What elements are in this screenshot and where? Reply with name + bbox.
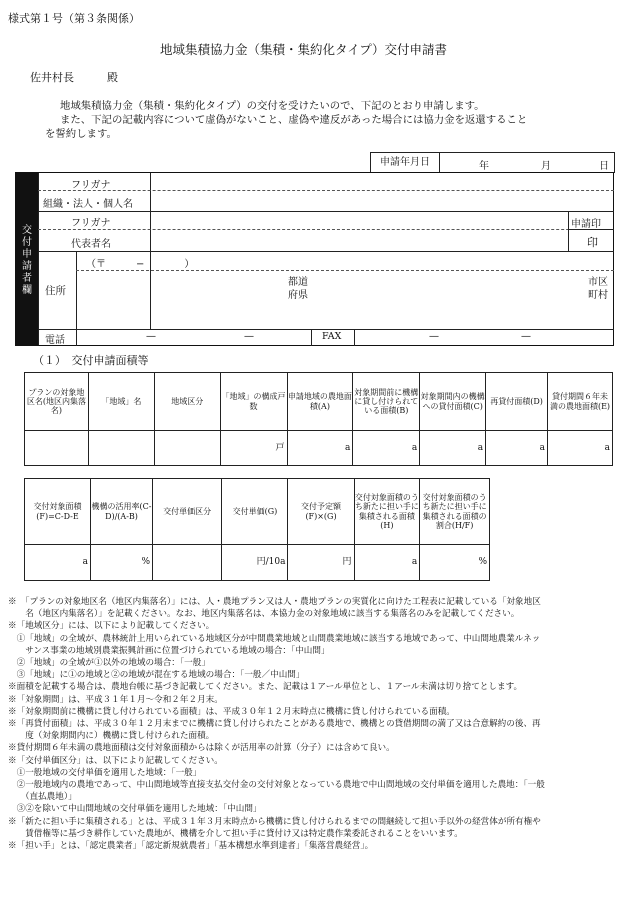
seal-mark[interactable]: 印 bbox=[587, 236, 598, 249]
subsidy-table-input-row bbox=[25, 545, 490, 581]
addressee: 佐井村長 殿 bbox=[30, 71, 118, 84]
phone-label: 電話 bbox=[45, 335, 65, 346]
date-label: 申請年月日 bbox=[371, 153, 440, 173]
table1-header-0: プランの対象地区名(地区内集落名) bbox=[25, 373, 89, 431]
note-line: ※貸付期間６年未満の農地面積は交付対象面積からは除くが活用率の計算（分子）には含めて良い。 bbox=[8, 743, 395, 754]
note-line: 度（対象期間内に）機構に貸し付けられた面積。 bbox=[8, 731, 215, 742]
table1-header-8: 貸付期間６年未満の農地面積(E) bbox=[548, 373, 613, 431]
date-month[interactable]: 月 bbox=[541, 161, 551, 172]
table1-cell-8[interactable]: a bbox=[548, 431, 613, 466]
seal-header: 申請印 bbox=[571, 219, 601, 230]
note-line: ①一般地域の交付単価を適用した地域：「一般」 bbox=[8, 767, 202, 778]
table1-header-2: 地域区分 bbox=[154, 373, 220, 431]
table1-header-5: 対象期間前に機構に貸し付けられている面積(B) bbox=[353, 373, 420, 431]
date-row bbox=[370, 152, 615, 173]
applicant-section bbox=[15, 172, 614, 346]
table2-cell-3[interactable]: 円/10a bbox=[222, 545, 288, 581]
note-line: 賃借権等に基づき耕作していた農地が、機構を介して担い手に貸付け又は特定農作業委託されることをいいます。 bbox=[8, 828, 463, 839]
page-title: 地域集積協力金（集積・集約化タイプ）交付申請書 bbox=[160, 42, 448, 57]
fax-label: FAX bbox=[322, 331, 342, 342]
note-line: ③「地域」に①の地域と②の地域が混在する地域の場合：「一般／中山間」 bbox=[8, 670, 305, 681]
note-line: ※「新たに担い手に集積される」とは、平成３１年３月末時点から機構に貸し付けられるまでの間継続して担い手以外の経営体が所有権や bbox=[8, 816, 541, 827]
table1-header-3: 「地域」の構成戸数 bbox=[220, 373, 287, 431]
furigana-label: フリガナ bbox=[71, 180, 111, 191]
table1-cell-7[interactable]: a bbox=[486, 431, 548, 466]
postal-code-field[interactable]: （〒 − ） bbox=[86, 259, 195, 270]
phone-dash-2: — bbox=[244, 331, 254, 342]
note-line: ※ 「プランの対象地区名（地区内集落名）」には、人・農地プラン又は人・農地プランの実質化に向けた工程表に記載している「対象地区 bbox=[8, 597, 541, 607]
rep-name-field[interactable] bbox=[152, 231, 564, 249]
org-name-label: 組織・法人・個人名 bbox=[43, 199, 133, 210]
note-line: ※「地域区分」には、以下により記載してください。 bbox=[8, 621, 215, 632]
city-label-b: 町村 bbox=[588, 290, 608, 301]
area-table-header-row bbox=[25, 373, 613, 431]
table1-cell-6[interactable]: a bbox=[420, 431, 486, 466]
org-name-field[interactable] bbox=[152, 192, 564, 210]
note-line: ※「対象期間」は、平成３１年１月～令和２年２月末。 bbox=[8, 694, 223, 705]
table2-header-4: 交付予定額(F)×(G) bbox=[288, 479, 354, 545]
rep-name-label: 代表者名 bbox=[71, 239, 111, 250]
table2-header-1: 機構の活用率(C-D)/(A-B) bbox=[91, 479, 153, 545]
table1-header-7: 再貸付面積(D) bbox=[486, 373, 548, 431]
table2-header-3: 交付単価(G) bbox=[222, 479, 288, 545]
intro-line-1: 地域集積協力金（集積・集約化タイプ）の交付を受けたいので、下記のとおり申請します。 bbox=[60, 100, 485, 112]
note-line: ※「交付単価区分」は、以下により記載してください。 bbox=[8, 755, 223, 766]
table1-header-6: 対象期間内の機構への貸付面積(C) bbox=[420, 373, 486, 431]
table1-cell-2[interactable] bbox=[154, 431, 220, 466]
applicant-side-bar bbox=[16, 173, 38, 345]
table2-header-6: 交付対象面積のうち新たに担い手に集積される面積の割合(H/F) bbox=[420, 479, 490, 545]
note-line: ②「地域」の全域が①以外の地域の場合：「一般」 bbox=[8, 658, 210, 669]
table1-cell-0[interactable] bbox=[25, 431, 89, 466]
table2-header-0: 交付対象面積(F)=C-D-E bbox=[25, 479, 91, 545]
subsidy-table bbox=[24, 478, 490, 581]
note-line: ※「対象期間前に機構に貸し付けられている面積」は、平成３０年１２月末時点に機構に貸し付けられている面積。 bbox=[8, 706, 455, 717]
note-line: ※「担い手」とは、「認定農業者」「認定新規就農者」「基本構想水準到達者」「集落営農経営」。 bbox=[8, 841, 374, 852]
table1-header-1: 「地域」名 bbox=[88, 373, 154, 431]
fax-dash-1: — bbox=[429, 331, 439, 342]
city-label-a: 市区 bbox=[588, 277, 608, 288]
table1-header-4: 申請地域の農地面積(A) bbox=[287, 373, 353, 431]
intro-line-3: を誓約します。 bbox=[45, 128, 117, 140]
area-table bbox=[24, 372, 613, 466]
table2-cell-5[interactable]: a bbox=[354, 545, 420, 581]
form-number: 様式第１号（第３条関係） bbox=[8, 12, 140, 25]
table2-header-5: 交付対象面積のうち新たに担い手に集積される面積(H) bbox=[354, 479, 420, 545]
table1-cell-5[interactable]: a bbox=[353, 431, 420, 466]
date-year[interactable]: 年 bbox=[479, 161, 489, 172]
intro-line-2: また、下記の記載内容について虚偽がないこと、虚偽や違反があった場合には協力金を返還すること bbox=[60, 114, 528, 126]
phone-dash-1: — bbox=[146, 331, 156, 342]
table2-cell-2[interactable] bbox=[153, 545, 222, 581]
area-table-input-row bbox=[25, 431, 613, 466]
table2-cell-0[interactable]: a bbox=[25, 545, 91, 581]
address-field[interactable] bbox=[78, 301, 612, 327]
table1-cell-1[interactable] bbox=[88, 431, 154, 466]
address-label: 住所 bbox=[45, 285, 66, 297]
table2-cell-1[interactable]: % bbox=[91, 545, 153, 581]
note-line: ※面積を記載する場合は、農地台帳に基づき記載してください。また、記載は１アール単位とし、１アール未満は切り捨てとします。 bbox=[8, 682, 523, 693]
note-line: 名（地区内集落名）」を記載ください。なお、地区内集落名は、本協力金の対象地域に該当する集落名のみを記載してください。 bbox=[8, 609, 520, 620]
fax-dash-2: — bbox=[521, 331, 531, 342]
note-line: ※「再貸付面積」は、平成３０年１２月末までに機構に貸し付けられたことがある農地で、機構との貸借期間の満了又は合意解約の後、再 bbox=[8, 719, 541, 730]
table2-header-2: 交付単価区分 bbox=[153, 479, 222, 545]
note-line: サンス事業の地域別農業振興計画に位置づけられている地域の場合：「中山間」 bbox=[8, 645, 330, 656]
note-line: ①「地域」の全域が、農林統計上用いられている地域区分が中間農業地域と山間農業地域に該当する地域であって、中山間地農業ルネッ bbox=[8, 633, 541, 644]
applicant-side-label: 交付申請者欄 bbox=[22, 225, 32, 296]
notes-block bbox=[8, 596, 624, 852]
date-day[interactable]: 日 bbox=[599, 161, 609, 172]
table1-cell-4[interactable]: a bbox=[287, 431, 353, 466]
note-line: ②一般地域内の農地であって、中山間地域等直接支払交付金の交付対象となっている農地で中山間地域の交付単価を適用した農地：「一般 bbox=[8, 780, 545, 791]
table1-cell-3[interactable]: 戸 bbox=[220, 431, 287, 466]
table2-cell-4[interactable]: 円 bbox=[288, 545, 354, 581]
section-1-heading: （１） 交付申請面積等 bbox=[33, 354, 149, 367]
subsidy-table-header-row bbox=[25, 479, 490, 545]
prefecture-label-a: 都道 bbox=[288, 277, 308, 288]
note-line: （直払農地）」 bbox=[8, 792, 77, 803]
table2-cell-6[interactable]: % bbox=[420, 545, 490, 581]
prefecture-label-b: 府県 bbox=[288, 290, 308, 301]
rep-furigana-label: フリガナ bbox=[71, 218, 111, 229]
note-line: ③②を除いて中山間地域の交付単価を適用した地域：「中山間」 bbox=[8, 804, 262, 815]
